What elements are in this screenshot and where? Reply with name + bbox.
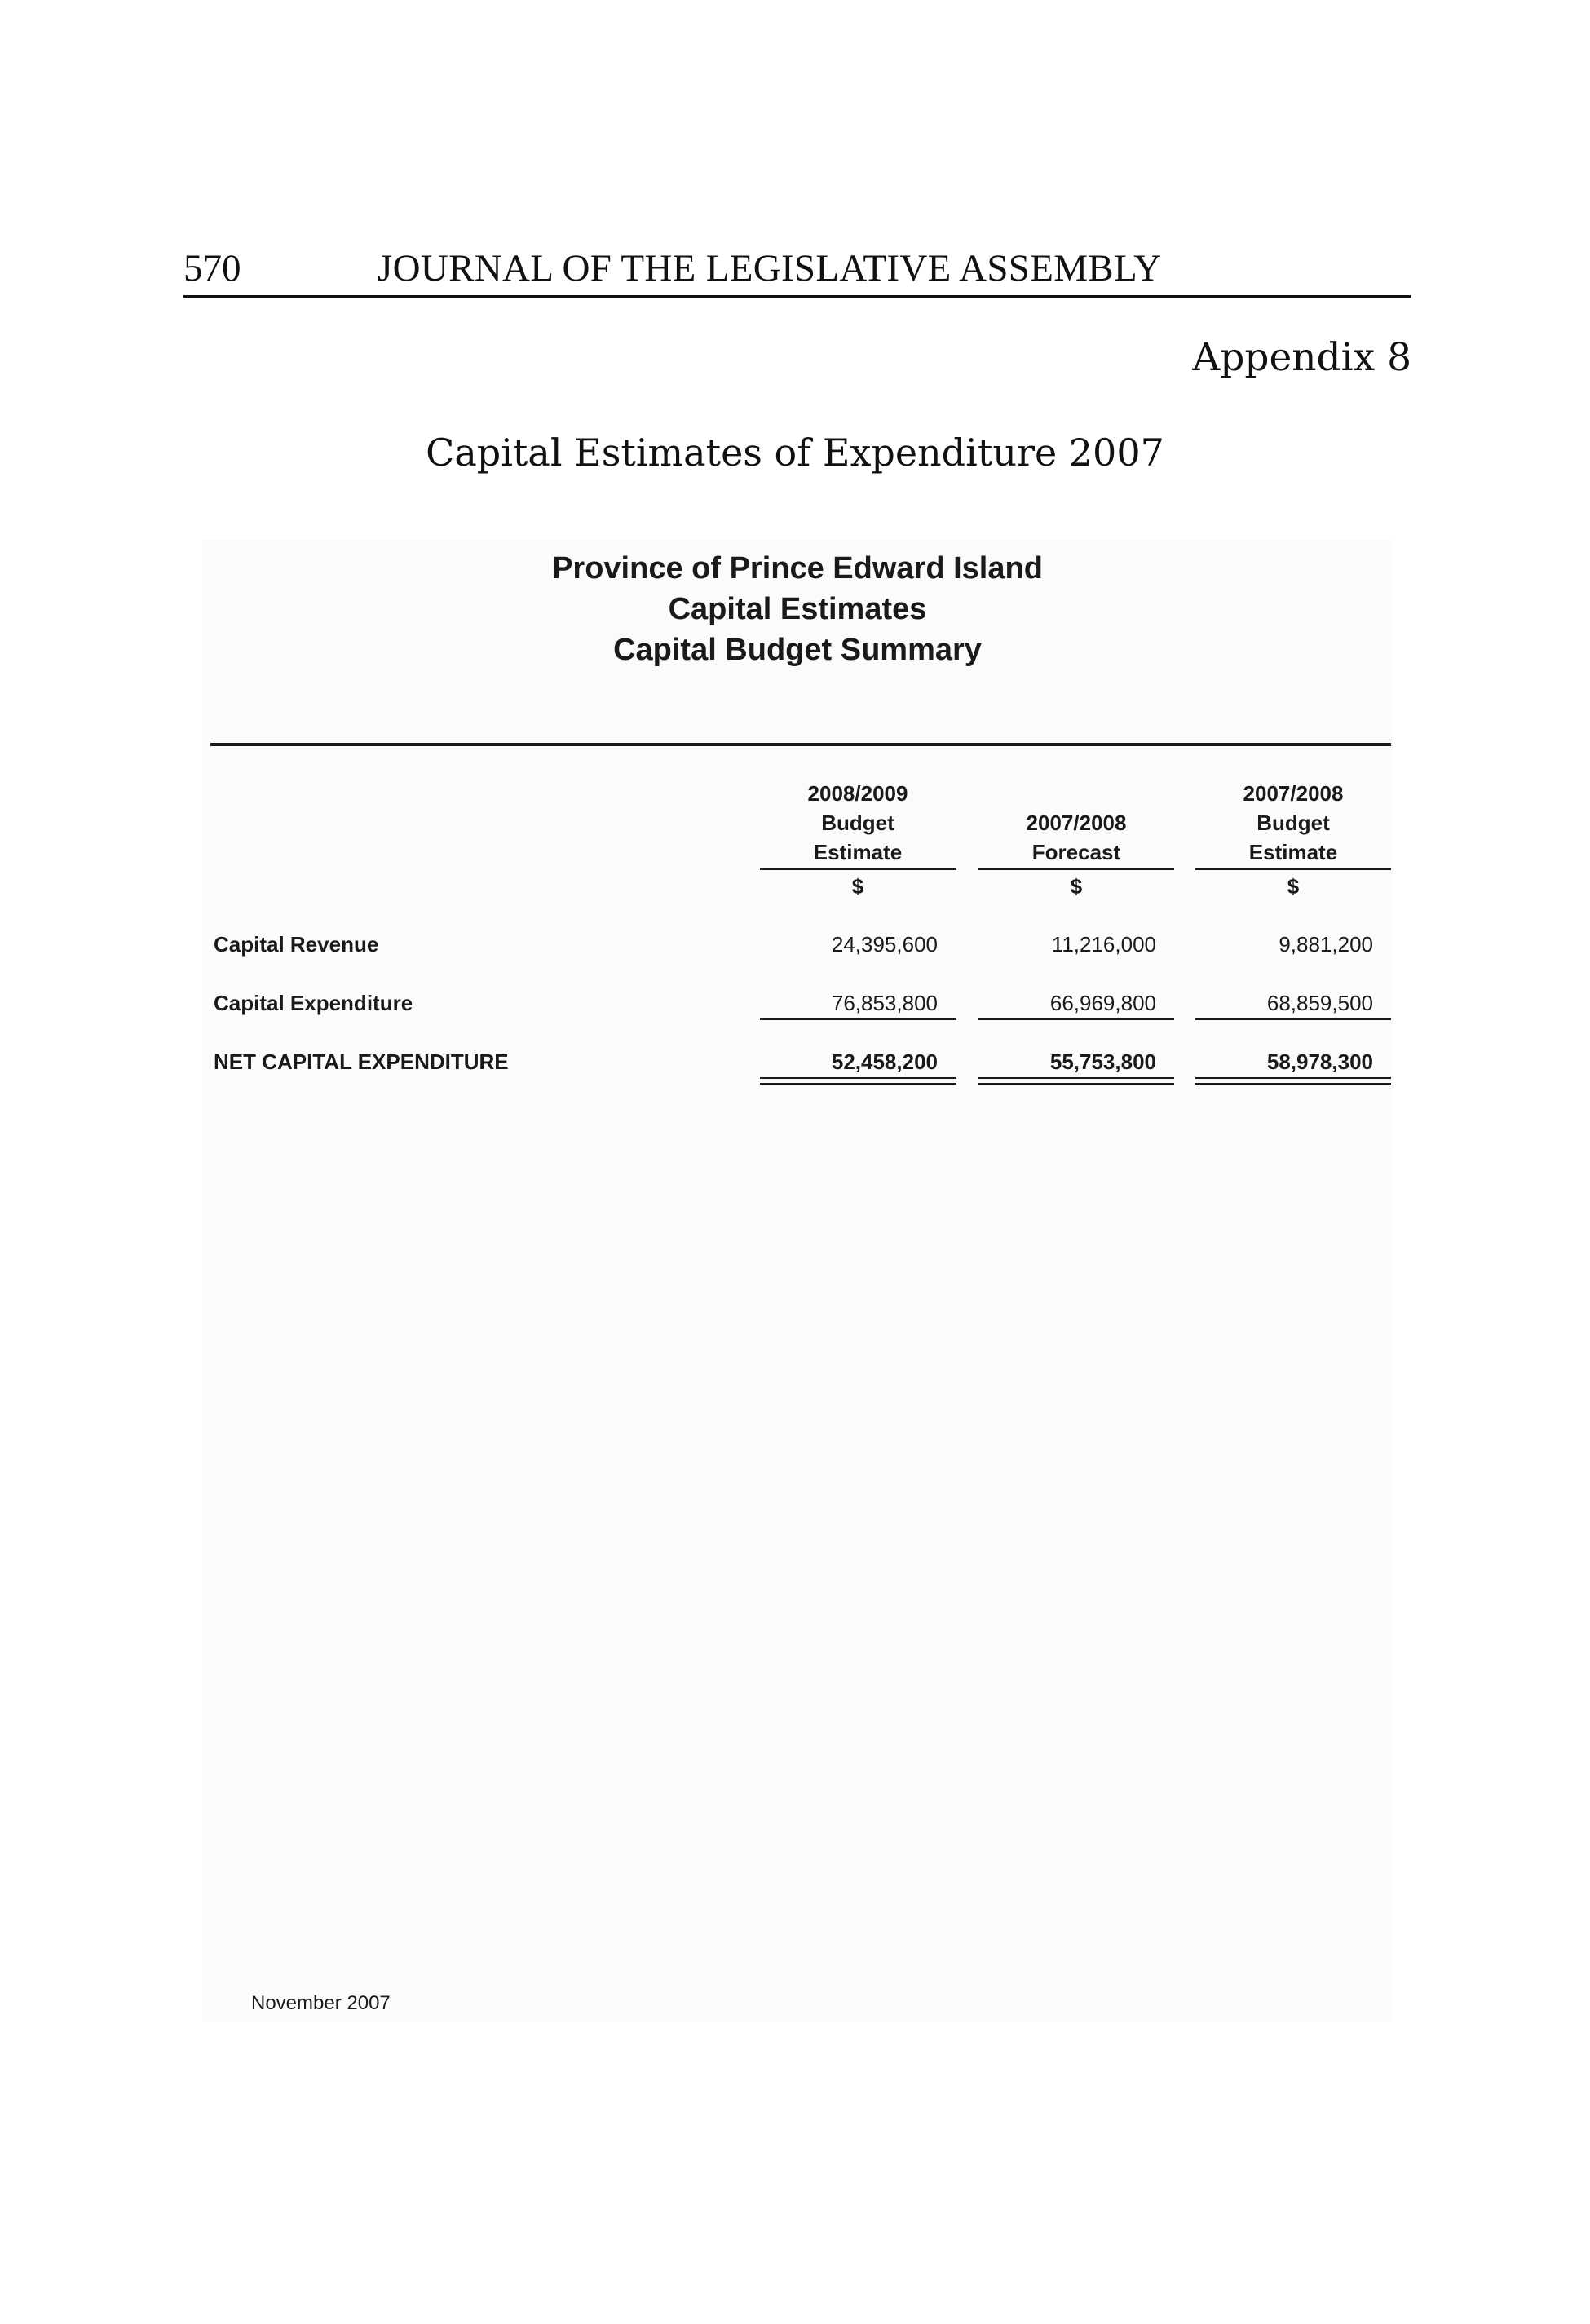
table-cell: 52,458,200 (831, 1049, 938, 1074)
table-cell: 9,881,200 (1279, 932, 1373, 957)
total-double-rule (760, 1077, 956, 1085)
total-double-rule (978, 1077, 1174, 1085)
currency-symbol: $ (851, 874, 864, 899)
table-cell: 68,859,500 (1266, 991, 1373, 1015)
column-underline (1195, 868, 1391, 870)
capital-estimates-heading: Capital Estimates (668, 592, 927, 626)
column-header-line: Budget (821, 811, 894, 835)
column-header-line: Estimate (1248, 840, 1338, 864)
subtotal-rule (760, 1018, 956, 1020)
table-cell: 11,216,000 (1051, 932, 1156, 957)
column-header-line: 2007/2008 (1243, 781, 1344, 806)
footer-date: November 2007 (251, 1992, 391, 2014)
subtotal-rule (1195, 1018, 1391, 1020)
appendix-label: Appendix 8 (1192, 335, 1411, 380)
column-header-2007-2008-forecast (978, 779, 1174, 867)
currency-symbol: $ (1070, 874, 1083, 899)
column-header-line: Estimate (813, 840, 903, 864)
column-header-line: 2007/2008 (1026, 811, 1127, 835)
running-head (183, 241, 1411, 298)
province-heading: Province of Prince Edward Island (552, 551, 1043, 585)
budget-summary-heading: Capital Budget Summary (613, 633, 982, 667)
column-underline (760, 868, 956, 870)
column-underline (978, 868, 1174, 870)
journal-title: JOURNAL OF THE LEGISLATIVE ASSEMBLY (378, 247, 1162, 289)
subtotal-rule (978, 1018, 1174, 1020)
column-header-2008-2009-budget-estimate (760, 779, 956, 867)
table-cell: 58,978,300 (1266, 1049, 1373, 1074)
table-cell: 76,853,800 (831, 991, 938, 1015)
document-title: Capital Estimates of Expenditure 2007 (426, 431, 1164, 475)
currency-symbol: $ (1287, 874, 1300, 899)
row-label-capital-expenditure: Capital Expenditure (214, 991, 413, 1015)
page-number: 570 (183, 247, 241, 289)
column-header-2007-2008-budget-estimate (1195, 779, 1391, 867)
table-cell: 24,395,600 (831, 932, 938, 957)
column-header-line: 2008/2009 (807, 781, 908, 806)
total-double-rule (1195, 1077, 1391, 1085)
table-cell: 55,753,800 (1049, 1049, 1156, 1074)
table-cell: 66,969,800 (1049, 991, 1156, 1015)
row-label-net-capital-expenditure: NET CAPITAL EXPENDITURE (214, 1049, 509, 1074)
row-label-capital-revenue: Capital Revenue (214, 932, 379, 957)
column-header-line (978, 779, 1174, 808)
scanned-budget-summary (202, 540, 1393, 2022)
column-header-line: Budget (1257, 811, 1330, 835)
column-header-line: Forecast (1031, 840, 1121, 864)
header-rule (210, 743, 1391, 746)
